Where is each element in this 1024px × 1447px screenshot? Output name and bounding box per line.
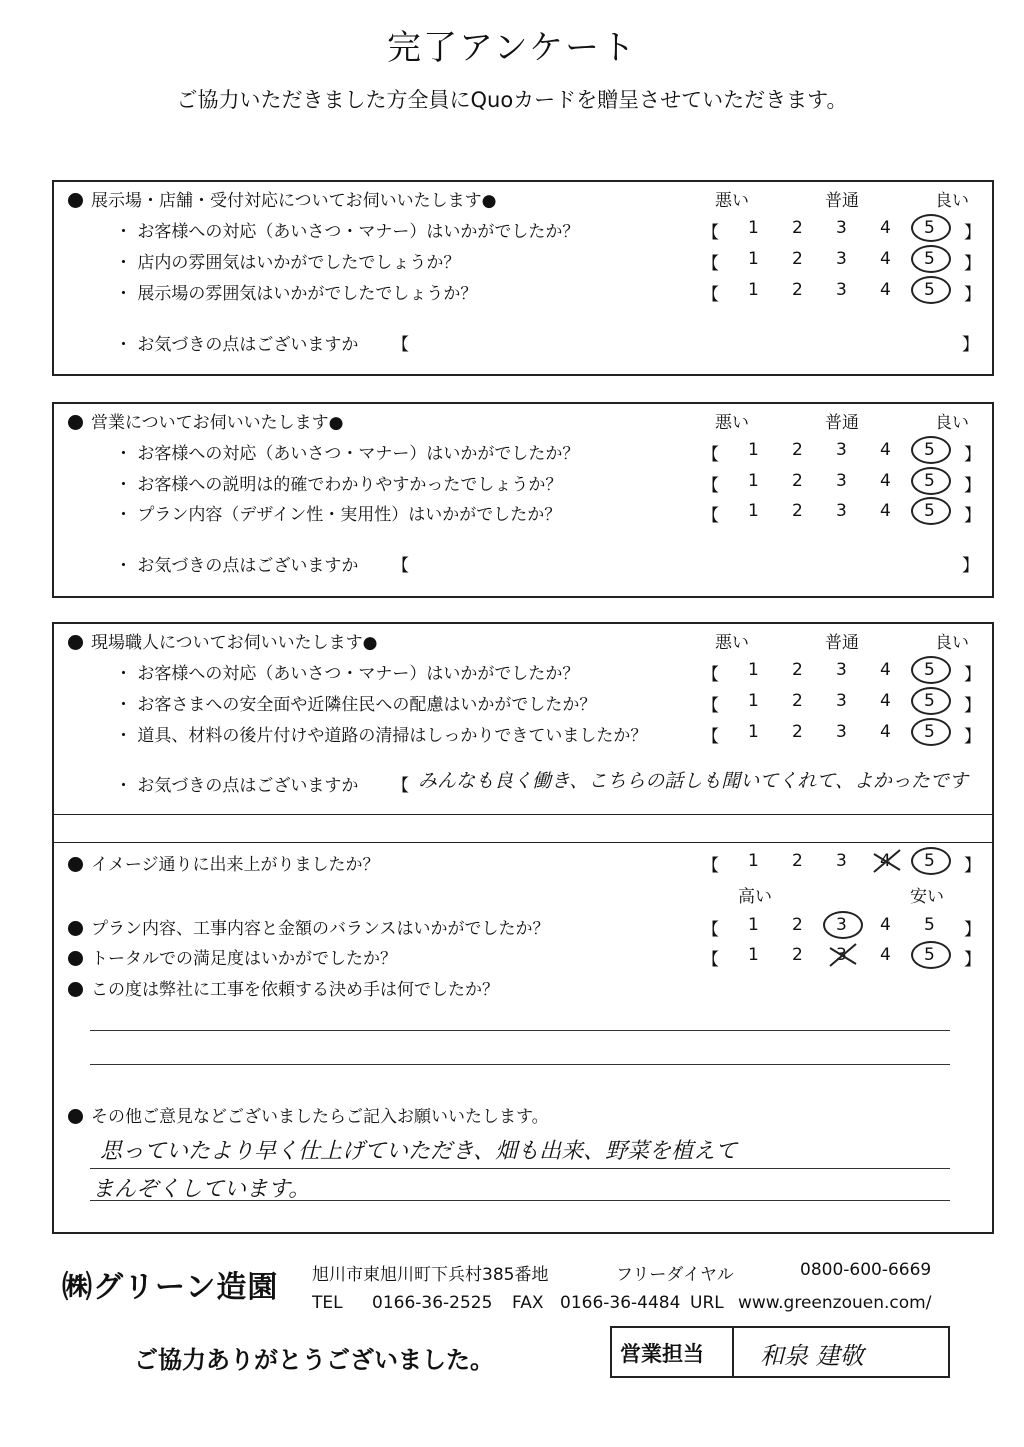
s3-q2-option-3[interactable]: 3 [836,691,847,711]
q-reason: この度は弊社に工事を依頼する決め手は何でしたか？ [68,975,499,1000]
section3-notes-label: ・ お気づきの点はございますか [115,776,359,796]
s2-q1-option-4[interactable]: 4 [880,440,891,460]
url-label: URL [690,1293,724,1313]
s1-q3-option-3[interactable]: 3 [836,280,847,300]
s2-q1-option-2[interactable]: 2 [792,440,803,460]
section1-notes-close: 】 [962,335,979,355]
scale-good-label: 良い [935,191,969,211]
section3-header: 現場職人についてお伺いいたします● [68,628,378,653]
s2-q2-close-bracket: 】 [964,476,981,496]
fax-label: FAX [512,1293,544,1313]
s1-q2-option-3[interactable]: 3 [836,249,847,269]
s3-q1-option-4[interactable]: 4 [880,660,891,680]
s3-q2-option-5[interactable]: 5 [924,691,935,711]
scale-good-label: 良い [935,413,969,433]
answer-line [90,1200,950,1201]
balance-close-bracket: 】 [964,920,981,940]
s2-q1-selected-circle [911,436,951,464]
s3-q3-option-4[interactable]: 4 [880,722,891,742]
s2-q3-option-5[interactable]: 5 [924,501,935,521]
s3-q3-option-1[interactable]: 1 [748,722,759,742]
image-close-bracket: 】 [964,856,981,876]
q-total: トータルでの満足度はいかがでしたか？ [68,944,397,969]
s2-q2-open-bracket: 【 [702,476,719,496]
section3-q3: ・ 道具、材料の後片付けや道路の清掃はしっかりできていましたか？ [115,726,648,746]
s3-q1-close-bracket: 】 [964,665,981,685]
company-logo: ㈱グリーン造園 [62,1270,279,1305]
balance-option-4[interactable]: 4 [880,915,891,935]
balance-option-2[interactable]: 2 [792,915,803,935]
s1-q3-option-1[interactable]: 1 [748,280,759,300]
total-option-3[interactable]: 3 [836,945,847,965]
total-option-1[interactable]: 1 [748,945,759,965]
freedial-number: 0800-600-6669 [800,1260,932,1280]
section2-q3: ・ プラン内容（デザイン性・実用性）はいかがでしたか？ [115,505,562,525]
s3-q2-option-4[interactable]: 4 [880,691,891,711]
s1-q3-option-2[interactable]: 2 [792,280,803,300]
bullet-icon [68,951,83,966]
s3-q2-close-bracket: 】 [964,696,981,716]
s2-q1-option-3[interactable]: 3 [836,440,847,460]
image-selected-circle [911,847,951,875]
s1-q1-close-bracket: 】 [964,223,981,243]
total-open-bracket: 【 [702,950,719,970]
s1-q2-selected-circle [911,245,951,273]
s1-q1-option-1[interactable]: 1 [748,218,759,238]
s2-q1-option-1[interactable]: 1 [748,440,759,460]
scale-bad-label: 悪い [715,633,749,653]
s2-q1-open-bracket: 【 [702,445,719,465]
total-selected-circle [911,941,951,969]
balance-option-3[interactable]: 3 [836,915,847,935]
scale-good-label: 良い [935,633,969,653]
sales-rep-name: 和泉 建敬 [760,1342,864,1370]
total-close-bracket: 】 [964,950,981,970]
s3-q3-option-5[interactable]: 5 [924,722,935,742]
answer-line [90,1168,950,1169]
s3-q1-option-3[interactable]: 3 [836,660,847,680]
s3-q3-option-2[interactable]: 2 [792,722,803,742]
bullet-icon [68,193,83,208]
s2-q3-close-bracket: 】 [964,506,981,526]
s3-q2-option-1[interactable]: 1 [748,691,759,711]
s3-q3-selected-circle [911,718,951,746]
s1-q1-open-bracket: 【 [702,223,719,243]
image-option-4[interactable]: 4 [880,851,891,871]
q-image: イメージ通りに出来上がりましたか？ [68,850,380,875]
s2-q1-option-5[interactable]: 5 [924,440,935,460]
image-crossed-out-mark [870,846,904,876]
section2-notes-label: ・ お気づきの点はございますか [115,556,359,576]
section3-notes-open: 【 [392,776,409,796]
s1-q1-option-2[interactable]: 2 [792,218,803,238]
s2-q3-open-bracket: 【 [702,506,719,526]
section2-q1: ・ お客様への対応（あいさつ・マナー）はいかがでしたか？ [115,444,580,464]
balance-option-5[interactable]: 5 [924,915,935,935]
balance-option-1[interactable]: 1 [748,915,759,935]
s2-q2-option-1[interactable]: 1 [748,471,759,491]
company-address: 旭川市東旭川町下兵村385番地 [312,1265,549,1285]
section2-q2: ・ お客様への説明は的確でわかりやすかったでしょうか？ [115,475,563,495]
s2-q1-close-bracket: 】 [964,445,981,465]
image-open-bracket: 【 [702,856,719,876]
s1-q2-option-4[interactable]: 4 [880,249,891,269]
scale-bad-label: 悪い [715,413,749,433]
s2-q2-option-4[interactable]: 4 [880,471,891,491]
s1-q1-option-3[interactable]: 3 [836,218,847,238]
section1-header: 展示場・店舗・受付対応についてお伺いいたします● [68,186,497,211]
section1-notes-label: ・ お気づきの点はございますか [115,335,359,355]
s3-q2-selected-circle [911,687,951,715]
bullet-icon [68,921,83,936]
section1-notes-open: 【 [392,335,409,355]
s3-q1-option-1[interactable]: 1 [748,660,759,680]
tel-label: TEL [312,1293,343,1313]
s3-q1-option-2[interactable]: 2 [792,660,803,680]
image-option-5[interactable]: 5 [924,851,935,871]
s1-q1-option-4[interactable]: 4 [880,218,891,238]
section2-notes-close: 】 [962,556,979,576]
bullet-icon [68,1109,83,1124]
s1-q3-option-4[interactable]: 4 [880,280,891,300]
section2-header: 営業についてお伺いいたします● [68,408,344,433]
s1-q2-option-5[interactable]: 5 [924,249,935,269]
s2-q3-option-2[interactable]: 2 [792,501,803,521]
section3-q2: ・ お客さまへの安全面や近隣住民への配慮はいかがでしたか？ [115,695,597,715]
scale-normal-label: 普通 [825,413,859,433]
sales-rep-divider [732,1326,734,1378]
section3-q1: ・ お客様への対応（あいさつ・マナー）はいかがでしたか？ [115,664,580,684]
thanks-message: ご協力ありがとうございました。 [134,1346,494,1374]
s1-q2-open-bracket: 【 [702,254,719,274]
s3-q3-option-3[interactable]: 3 [836,722,847,742]
s1-q1-option-5[interactable]: 5 [924,218,935,238]
s2-q3-option-4[interactable]: 4 [880,501,891,521]
balance-selected-circle [823,911,863,939]
divider [52,842,994,843]
s2-q3-option-3[interactable]: 3 [836,501,847,521]
scale-normal-label: 普通 [825,633,859,653]
section1-q2: ・ 店内の雰囲気はいかがでしたでしょうか？ [115,253,461,273]
q-balance: プラン内容、工事内容と金額のバランスはいかがでしたか？ [68,914,550,939]
answer-line [90,1030,950,1031]
s3-q3-close-bracket: 】 [964,727,981,747]
total-option-2[interactable]: 2 [792,945,803,965]
s2-q2-option-2[interactable]: 2 [792,471,803,491]
freedial-label: フリーダイヤル [616,1265,734,1285]
page-subtitle: ご協力いただきました方全員にQuoカードを贈呈させていただきます。 [176,88,848,112]
scale-high-label: 高い [738,887,772,907]
fax-number: 0166-36-4484 [560,1293,681,1313]
bullet-icon [68,857,83,872]
s3-q1-selected-circle [911,656,951,684]
s3-q3-open-bracket: 【 [702,727,719,747]
s1-q3-close-bracket: 】 [964,285,981,305]
image-option-3[interactable]: 3 [836,851,847,871]
other-answer-line2: まんぞくしています。 [92,1177,311,1202]
s1-q2-option-2[interactable]: 2 [792,249,803,269]
total-option-5[interactable]: 5 [924,945,935,965]
website-url[interactable]: www.greenzouen.com/ [738,1293,932,1313]
image-option-1[interactable]: 1 [748,851,759,871]
s3-q1-option-5[interactable]: 5 [924,660,935,680]
other-answer-line1: 思っていたより早く仕上げていただき、畑も出来、野菜を植えて [100,1139,738,1164]
bullet-icon [68,415,83,430]
s1-q2-option-1[interactable]: 1 [748,249,759,269]
q-other: その他ご意見などございましたらご記入お願いいたします。 [68,1102,549,1127]
s1-q1-selected-circle [911,214,951,242]
answer-line [90,1064,950,1065]
s3-q1-open-bracket: 【 [702,665,719,685]
scale-bad-label: 悪い [715,191,749,211]
s2-q2-selected-circle [911,467,951,495]
divider [52,814,994,815]
tel-number: 0166-36-2525 [372,1293,493,1313]
s2-q3-option-1[interactable]: 1 [748,501,759,521]
section3-notes-handwritten: みんなも良く働き、こちらの話しも聞いてくれて、よかったです [418,770,968,792]
s1-q2-close-bracket: 】 [964,254,981,274]
section2-notes-open: 【 [392,556,409,576]
bullet-icon [68,635,83,650]
section1-q3: ・ 展示場の雰囲気はいかがでしたでしょうか？ [115,284,478,304]
sales-rep-label: 営業担当 [620,1342,704,1366]
scale-normal-label: 普通 [825,191,859,211]
image-option-2[interactable]: 2 [792,851,803,871]
page-title: 完了アンケート [387,28,637,68]
scale-cheap-label: 安い [910,887,944,907]
s2-q3-selected-circle [911,497,951,525]
s1-q3-option-5[interactable]: 5 [924,280,935,300]
s3-q2-option-2[interactable]: 2 [792,691,803,711]
balance-open-bracket: 【 [702,920,719,940]
total-option-4[interactable]: 4 [880,945,891,965]
section1-q1: ・ お客様への対応（あいさつ・マナー）はいかがでしたか？ [115,222,580,242]
s1-q3-open-bracket: 【 [702,285,719,305]
s2-q2-option-3[interactable]: 3 [836,471,847,491]
s1-q3-selected-circle [911,276,951,304]
bullet-icon [68,982,83,997]
s2-q2-option-5[interactable]: 5 [924,471,935,491]
total-crossed-out-mark [826,940,860,970]
s3-q2-open-bracket: 【 [702,696,719,716]
